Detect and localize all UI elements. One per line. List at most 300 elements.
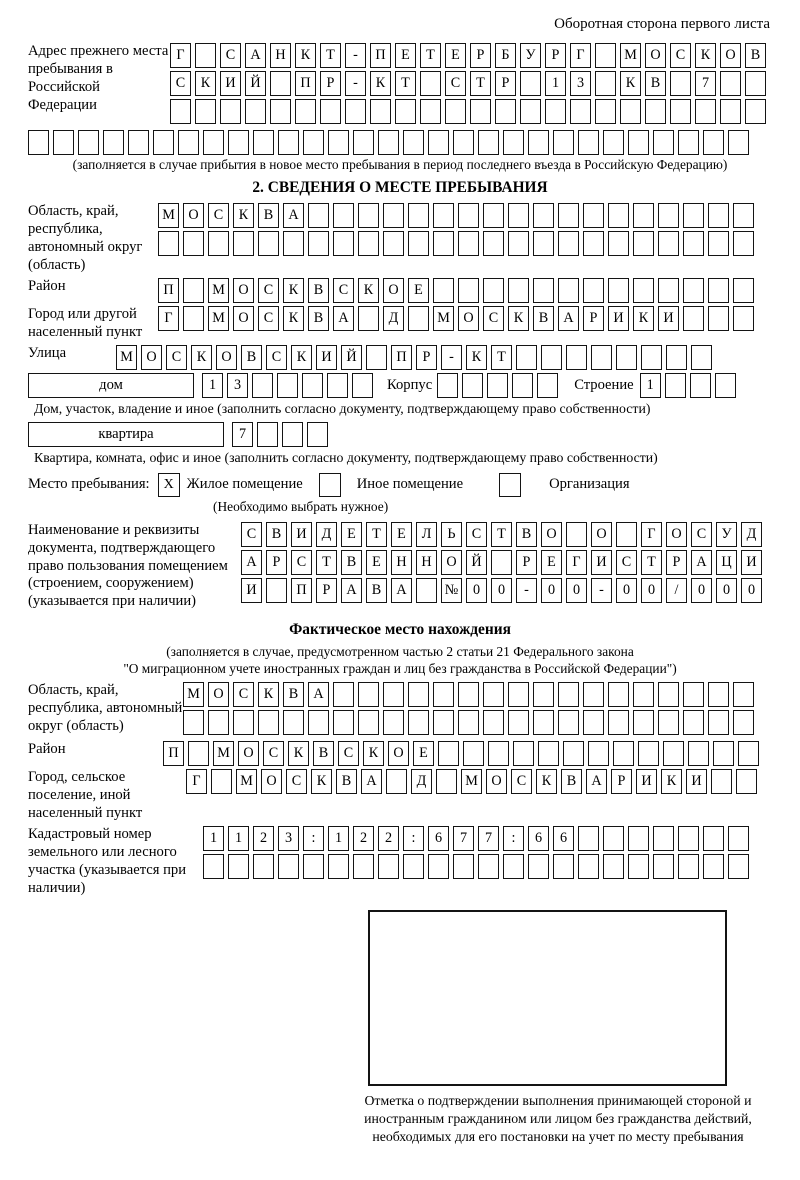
char-cell <box>595 99 616 124</box>
char-cell: Е <box>445 43 466 68</box>
char-cell: М <box>620 43 641 68</box>
char-cell <box>295 99 316 124</box>
char-cell: М <box>236 769 257 794</box>
char-cell: 2 <box>378 826 399 851</box>
char-cell: Г <box>186 769 207 794</box>
char-cell <box>258 231 279 256</box>
char-cell: 0 <box>716 578 737 603</box>
char-cell <box>395 99 416 124</box>
char-cell: К <box>466 345 487 370</box>
char-cell: Е <box>541 550 562 575</box>
document-label: Наименование и реквизиты документа, подтверждающего право пользования помещением (строением, сооружением) (указывается при наличии) <box>28 521 228 610</box>
char-cell: 2 <box>353 826 374 851</box>
char-cell: В <box>533 306 554 331</box>
char-cell: А <box>283 203 304 228</box>
char-cell: В <box>308 306 329 331</box>
char-cell <box>228 130 249 155</box>
char-cell <box>708 203 729 228</box>
char-cell: Е <box>395 43 416 68</box>
char-cell <box>653 826 674 851</box>
char-cell <box>252 373 273 398</box>
char-cell <box>308 231 329 256</box>
char-cell <box>733 231 754 256</box>
char-cell <box>537 373 558 398</box>
char-cell: Р <box>316 578 337 603</box>
char-cell: Д <box>741 522 762 547</box>
char-cell: 7 <box>695 71 716 96</box>
char-cell <box>708 682 729 707</box>
char-cell: И <box>220 71 241 96</box>
char-cell <box>641 345 662 370</box>
char-cell: О <box>388 741 409 766</box>
char-cell: О <box>383 278 404 303</box>
char-cell: К <box>288 741 309 766</box>
char-cell <box>558 231 579 256</box>
char-cell <box>690 373 711 398</box>
char-cell <box>433 710 454 735</box>
char-cell <box>463 741 484 766</box>
char-cell: 1 <box>203 826 224 851</box>
city-field <box>28 306 772 342</box>
char-cell: 0 <box>691 578 712 603</box>
char-cell: С <box>286 769 307 794</box>
char-cell: А <box>558 306 579 331</box>
district-label: Район <box>28 277 66 294</box>
char-cell: К <box>661 769 682 794</box>
char-cell <box>303 854 324 879</box>
apartment-type-box: квартира <box>28 422 224 447</box>
char-cell <box>445 99 466 124</box>
char-cell: К <box>536 769 557 794</box>
char-cell <box>386 769 407 794</box>
char-cell <box>462 373 483 398</box>
char-cell <box>715 373 736 398</box>
char-cell: К <box>695 43 716 68</box>
char-cell: Е <box>366 550 387 575</box>
char-cell: С <box>220 43 241 68</box>
char-cell <box>558 710 579 735</box>
stay-option-organization-checkbox <box>499 473 521 497</box>
char-cell: Р <box>666 550 687 575</box>
char-cell <box>307 422 328 447</box>
char-cell <box>728 826 749 851</box>
actual-location-title: Фактическое место нахождения <box>289 621 511 639</box>
document-row-1 <box>241 522 766 547</box>
char-cell <box>458 710 479 735</box>
char-cell <box>278 130 299 155</box>
char-cell <box>408 710 429 735</box>
char-cell <box>437 373 458 398</box>
char-cell: Р <box>583 306 604 331</box>
char-cell <box>520 99 541 124</box>
char-cell <box>703 826 724 851</box>
char-cell: Ц <box>716 550 737 575</box>
char-cell: Г <box>158 306 179 331</box>
prev-address-row-2 <box>170 71 770 96</box>
char-cell: С <box>291 550 312 575</box>
char-cell <box>483 278 504 303</box>
char-cell: Т <box>641 550 662 575</box>
prev-address-field <box>28 43 772 127</box>
char-cell: С <box>483 306 504 331</box>
korpus-label: Корпус <box>387 376 433 393</box>
char-cell: 6 <box>428 826 449 851</box>
char-cell <box>253 130 274 155</box>
char-cell: О <box>216 345 237 370</box>
char-cell <box>658 710 679 735</box>
prev-address-overflow-row <box>28 130 772 155</box>
char-cell <box>183 710 204 735</box>
char-cell: О <box>541 522 562 547</box>
char-cell <box>128 130 149 155</box>
char-cell <box>578 130 599 155</box>
char-cell: В <box>745 43 766 68</box>
char-cell <box>620 99 641 124</box>
char-cell <box>333 231 354 256</box>
char-cell <box>408 682 429 707</box>
char-cell: 1 <box>228 826 249 851</box>
char-cell: О <box>238 741 259 766</box>
char-cell <box>408 231 429 256</box>
char-cell: П <box>295 71 316 96</box>
char-cell: К <box>508 306 529 331</box>
char-cell <box>420 71 441 96</box>
char-cell: 0 <box>466 578 487 603</box>
char-cell: Г <box>641 522 662 547</box>
char-cell: Р <box>516 550 537 575</box>
char-cell: С <box>333 278 354 303</box>
char-cell <box>553 854 574 879</box>
char-cell <box>728 130 749 155</box>
char-cell <box>188 741 209 766</box>
char-cell <box>458 231 479 256</box>
char-cell <box>703 854 724 879</box>
char-cell <box>458 278 479 303</box>
char-cell: М <box>213 741 234 766</box>
apartment-caption: Квартира, комната, офис и иное (заполнить согласно документу, подтверждающему право собственности) <box>34 449 658 465</box>
char-cell <box>483 203 504 228</box>
char-cell <box>533 682 554 707</box>
char-cell <box>683 278 704 303</box>
char-cell <box>353 854 374 879</box>
char-cell: Д <box>411 769 432 794</box>
char-cell: И <box>636 769 657 794</box>
stroenie-cells <box>640 373 740 398</box>
apartment-row <box>28 422 772 447</box>
stay-option-other-label: Иное помещение <box>356 476 464 493</box>
char-cell <box>720 71 741 96</box>
region-label: Область, край, республика, автономный округ (область) <box>28 203 143 273</box>
char-cell: К <box>358 278 379 303</box>
char-cell <box>270 71 291 96</box>
char-cell: 7 <box>453 826 474 851</box>
char-cell <box>158 231 179 256</box>
street-field <box>28 345 772 370</box>
char-cell <box>433 203 454 228</box>
char-cell: Р <box>470 43 491 68</box>
char-cell <box>733 682 754 707</box>
char-cell <box>458 203 479 228</box>
char-cell: 3 <box>570 71 591 96</box>
char-cell <box>608 203 629 228</box>
char-cell <box>53 130 74 155</box>
char-cell <box>328 130 349 155</box>
char-cell <box>478 130 499 155</box>
actual-district-label: Район <box>28 741 66 758</box>
char-cell <box>553 130 574 155</box>
char-cell: Т <box>470 71 491 96</box>
house-type-box: дом <box>28 373 194 398</box>
char-cell <box>733 278 754 303</box>
char-cell: К <box>283 278 304 303</box>
char-cell: П <box>391 345 412 370</box>
region-grid <box>158 203 758 259</box>
char-cell: Д <box>316 522 337 547</box>
char-cell: И <box>241 578 262 603</box>
char-cell <box>616 345 637 370</box>
char-cell <box>358 710 379 735</box>
stroenie-label: Строение <box>574 376 634 393</box>
char-cell <box>308 203 329 228</box>
char-cell: И <box>291 522 312 547</box>
char-cell <box>708 231 729 256</box>
char-cell <box>483 710 504 735</box>
char-cell: О <box>208 682 229 707</box>
char-cell: О <box>441 550 462 575</box>
char-cell: 1 <box>202 373 223 398</box>
cadastral-grid <box>203 826 753 882</box>
char-cell <box>370 99 391 124</box>
char-cell <box>278 854 299 879</box>
char-cell <box>403 854 424 879</box>
registration-mark-box <box>368 910 727 1086</box>
document-row-3 <box>241 578 766 603</box>
korpus-cells <box>437 373 562 398</box>
char-cell: 0 <box>566 578 587 603</box>
char-cell <box>282 422 303 447</box>
char-cell <box>628 826 649 851</box>
char-cell <box>245 99 266 124</box>
char-cell: П <box>163 741 184 766</box>
region-row-2 <box>158 231 758 256</box>
char-cell: А <box>391 578 412 603</box>
char-cell <box>470 99 491 124</box>
char-cell <box>491 550 512 575</box>
char-cell: В <box>241 345 262 370</box>
char-cell <box>453 130 474 155</box>
char-cell <box>208 231 229 256</box>
char-cell <box>266 578 287 603</box>
char-cell <box>383 682 404 707</box>
char-cell <box>358 682 379 707</box>
prev-address-label: Адрес прежнего места пребывания в Российской Федерации <box>28 43 169 113</box>
char-cell <box>220 99 241 124</box>
char-cell: Р <box>416 345 437 370</box>
district-cells <box>158 278 758 303</box>
char-cell: Т <box>395 71 416 96</box>
char-cell <box>695 99 716 124</box>
char-cell: В <box>645 71 666 96</box>
char-cell <box>528 130 549 155</box>
char-cell: С <box>616 550 637 575</box>
char-cell <box>628 854 649 879</box>
char-cell: У <box>716 522 737 547</box>
char-cell <box>211 769 232 794</box>
char-cell: М <box>461 769 482 794</box>
char-cell <box>745 99 766 124</box>
char-cell: К <box>283 306 304 331</box>
char-cell <box>28 130 49 155</box>
stay-option-other-checkbox <box>319 473 341 497</box>
char-cell <box>666 345 687 370</box>
char-cell: М <box>183 682 204 707</box>
char-cell: : <box>403 826 424 851</box>
char-cell <box>616 522 637 547</box>
char-cell: Т <box>316 550 337 575</box>
char-cell: О <box>458 306 479 331</box>
house-number-cells <box>202 373 377 398</box>
char-cell <box>670 99 691 124</box>
char-cell <box>583 231 604 256</box>
stay-type-caption: (Необходимо выбрать нужное) <box>213 498 389 514</box>
char-cell <box>570 99 591 124</box>
house-row <box>28 373 772 398</box>
char-cell <box>353 130 374 155</box>
char-cell: В <box>366 578 387 603</box>
prev-address-grid <box>170 43 770 127</box>
char-cell: П <box>291 578 312 603</box>
char-cell: С <box>445 71 466 96</box>
char-cell: О <box>183 203 204 228</box>
region-field <box>28 203 772 275</box>
char-cell: Е <box>413 741 434 766</box>
char-cell <box>658 278 679 303</box>
char-cell <box>233 710 254 735</box>
settlement-cells <box>186 769 761 794</box>
char-cell <box>428 854 449 879</box>
char-cell <box>638 741 659 766</box>
char-cell <box>633 682 654 707</box>
char-cell <box>433 231 454 256</box>
char-cell: К <box>295 43 316 68</box>
actual-district-cells <box>163 741 763 766</box>
char-cell: / <box>666 578 687 603</box>
char-cell: Н <box>416 550 437 575</box>
char-cell <box>258 710 279 735</box>
char-cell <box>595 71 616 96</box>
char-cell: П <box>370 43 391 68</box>
char-cell <box>183 306 204 331</box>
char-cell <box>170 99 191 124</box>
char-cell <box>583 203 604 228</box>
char-cell <box>683 682 704 707</box>
char-cell: К <box>363 741 384 766</box>
char-cell: С <box>511 769 532 794</box>
char-cell: У <box>520 43 541 68</box>
section2-title: 2. СВЕДЕНИЯ О МЕСТЕ ПРЕБЫВАНИЯ <box>252 179 548 196</box>
char-cell: М <box>116 345 137 370</box>
char-cell <box>512 373 533 398</box>
char-cell <box>416 578 437 603</box>
char-cell: - <box>516 578 537 603</box>
char-cell <box>608 710 629 735</box>
char-cell: Ь <box>441 522 462 547</box>
char-cell <box>678 130 699 155</box>
char-cell <box>495 99 516 124</box>
char-cell: - <box>441 345 462 370</box>
char-cell <box>608 682 629 707</box>
char-cell: - <box>345 43 366 68</box>
char-cell: 6 <box>553 826 574 851</box>
char-cell <box>683 710 704 735</box>
char-cell: С <box>338 741 359 766</box>
char-cell <box>658 203 679 228</box>
char-cell: В <box>308 278 329 303</box>
char-cell <box>708 278 729 303</box>
char-cell: С <box>233 682 254 707</box>
char-cell: Т <box>491 345 512 370</box>
char-cell: В <box>336 769 357 794</box>
actual-region-row-1 <box>183 682 758 707</box>
char-cell: К <box>195 71 216 96</box>
cadastral-row-1 <box>203 826 753 851</box>
char-cell: К <box>620 71 641 96</box>
char-cell <box>508 682 529 707</box>
char-cell <box>428 130 449 155</box>
char-cell: 1 <box>328 826 349 851</box>
char-cell <box>665 373 686 398</box>
char-cell <box>738 741 759 766</box>
char-cell <box>745 71 766 96</box>
char-cell: С <box>170 71 191 96</box>
city-label: Город или другой населенный пункт <box>28 305 143 340</box>
char-cell <box>558 682 579 707</box>
char-cell <box>183 231 204 256</box>
char-cell <box>603 854 624 879</box>
char-cell <box>633 710 654 735</box>
char-cell: О <box>591 522 612 547</box>
char-cell: Р <box>320 71 341 96</box>
char-cell <box>566 522 587 547</box>
char-cell <box>483 231 504 256</box>
actual-region-row-2 <box>183 710 758 735</box>
char-cell: С <box>258 278 279 303</box>
char-cell <box>583 278 604 303</box>
char-cell: 0 <box>491 578 512 603</box>
char-cell <box>433 278 454 303</box>
settlement-field <box>28 769 772 823</box>
char-cell <box>533 278 554 303</box>
char-cell <box>541 345 562 370</box>
char-cell: В <box>283 682 304 707</box>
char-cell <box>603 130 624 155</box>
char-cell <box>733 710 754 735</box>
settlement-label: Город, сельское поселение, иной населенный пункт <box>28 769 143 822</box>
cadastral-row-2 <box>203 854 753 879</box>
district-field <box>28 278 772 303</box>
char-cell <box>358 203 379 228</box>
char-cell: Р <box>495 71 516 96</box>
char-cell <box>608 278 629 303</box>
char-cell: С <box>266 345 287 370</box>
char-cell: 2 <box>253 826 274 851</box>
char-cell: Й <box>341 345 362 370</box>
char-cell: 1 <box>545 71 566 96</box>
char-cell: С <box>166 345 187 370</box>
document-row-2 <box>241 550 766 575</box>
char-cell <box>688 741 709 766</box>
char-cell: К <box>258 682 279 707</box>
